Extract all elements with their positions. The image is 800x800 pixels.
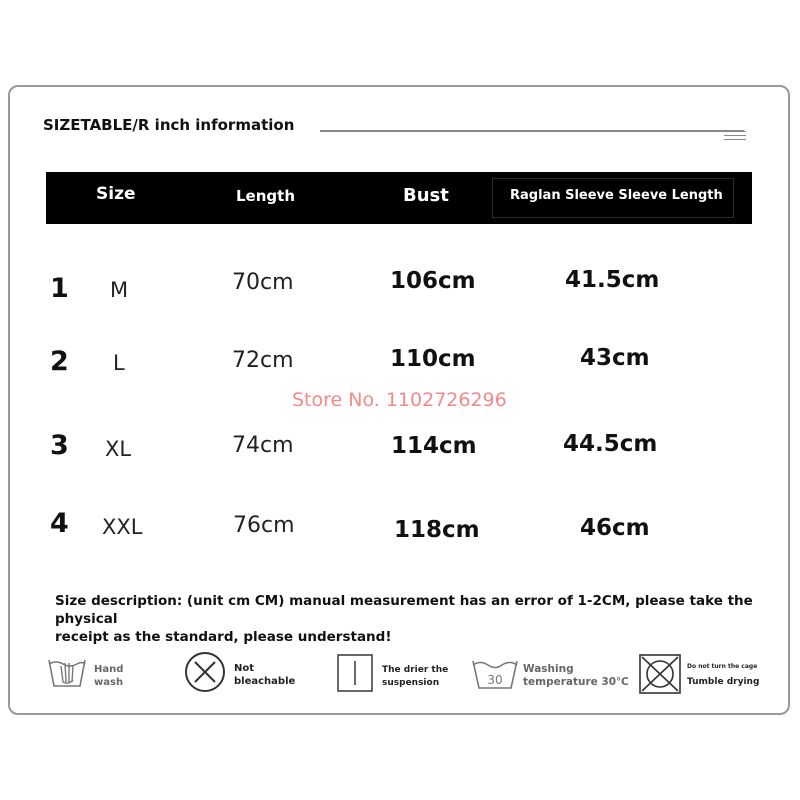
header-length: Length [236, 187, 295, 205]
header-bust: Bust [403, 185, 449, 206]
row-number: 4 [50, 508, 69, 539]
wash-temp-label: 30 [487, 673, 503, 687]
care-label: The drier the suspension [382, 665, 449, 688]
line-dry-icon [337, 654, 373, 692]
hand-wash-icon [46, 652, 88, 690]
row-sleeve: 44.5cm [563, 431, 658, 457]
row-size: M [110, 278, 129, 302]
care-label: Hand wash [94, 664, 124, 688]
wash-30-icon [470, 655, 520, 691]
description-line: receipt as the standard, please understand! [55, 629, 392, 645]
care-label: Not bleachable [234, 663, 296, 687]
row-sleeve: 46cm [580, 515, 650, 541]
row-bust: 118cm [394, 517, 480, 543]
row-size: L [113, 351, 125, 375]
size-description [55, 592, 755, 646]
header-size: Size [96, 184, 136, 204]
row-sleeve: 41.5cm [565, 267, 660, 293]
row-size: XXL [102, 515, 143, 539]
no-bleach-icon [183, 650, 227, 694]
row-size: XL [105, 437, 132, 461]
row-bust: 110cm [390, 346, 476, 372]
store-watermark: Store No. 1102726296 [292, 389, 507, 411]
care-label: Tumble drying [687, 677, 760, 687]
description-line: Size description: (unit cm CM) manual measurement has an error of 1-2CM, please take the physical [55, 593, 753, 627]
row-length: 74cm [232, 433, 294, 458]
row-length: 76cm [233, 513, 295, 538]
row-length: 70cm [232, 270, 294, 295]
row-bust: 114cm [391, 433, 477, 459]
row-number: 2 [50, 346, 69, 377]
row-length: 72cm [232, 348, 294, 373]
title-divider [320, 130, 744, 132]
care-label: Washing temperature 30℃ [523, 663, 629, 688]
row-sleeve: 43cm [580, 345, 650, 371]
menu-lines-icon [724, 131, 746, 141]
header-sleeve-length: Raglan Sleeve Sleeve Length [510, 188, 723, 203]
row-bust: 106cm [390, 268, 476, 294]
no-tumble-dry-icon [639, 654, 681, 694]
page-title: SIZETABLE/R inch information [43, 116, 295, 134]
row-number: 3 [50, 430, 69, 461]
row-number: 1 [50, 273, 69, 304]
care-label: Do not turn the cage [687, 663, 758, 670]
